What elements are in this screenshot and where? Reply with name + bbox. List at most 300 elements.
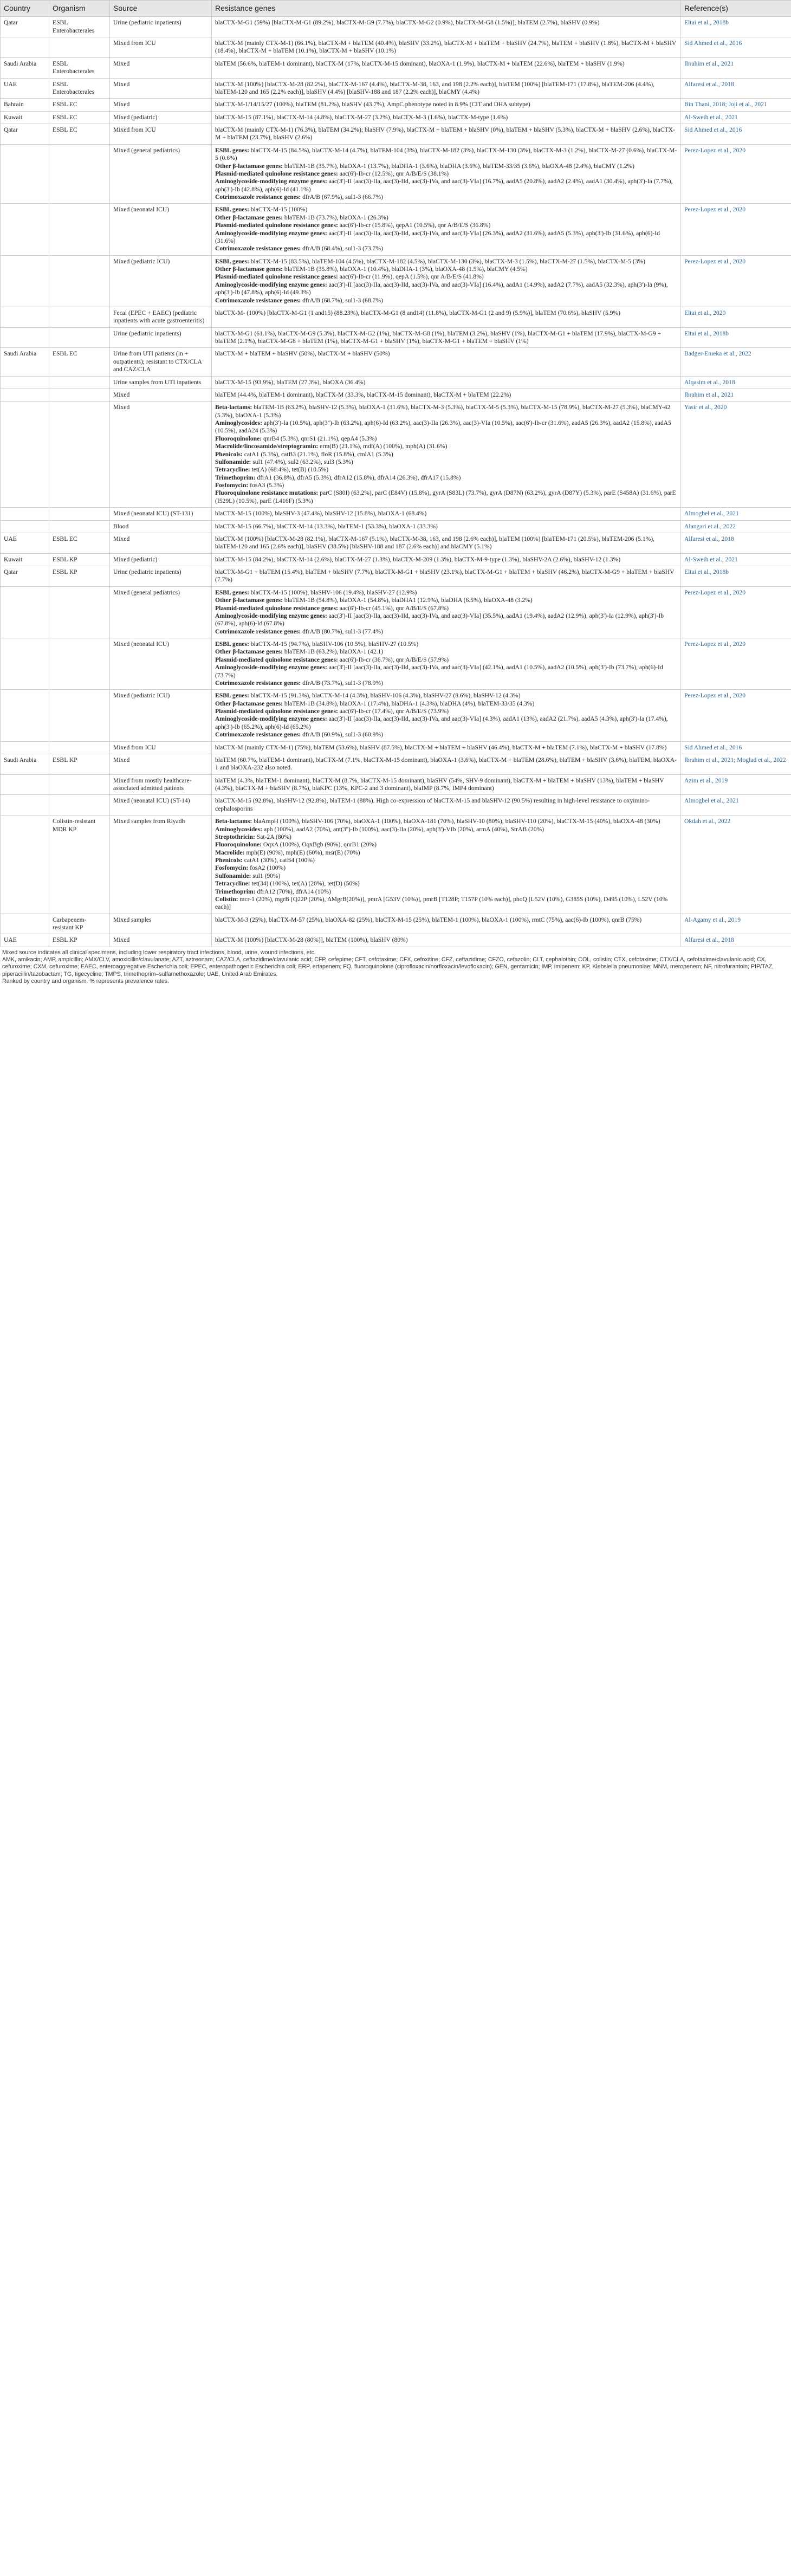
gene-line: Other β-lactamase genes: blaTEM-1B (63.2%), blaOXA-1 (42.1) (215, 648, 384, 656)
gene-line: blaCTX-M-1/14/15/27 (100%), blaTEM (81.2%), blaSHV (43.7%), AmpC phenotype noted in 8.9% (CIT and DHA subtype) (215, 101, 530, 108)
table-row (1, 37, 791, 58)
cell-resistance-genes (212, 37, 681, 58)
cell-country (1, 741, 49, 754)
table-row (1, 774, 791, 795)
gene-category-label: Aminoglycoside-modifying enzyme genes: (215, 281, 327, 288)
cell-resistance-genes (212, 204, 681, 255)
gene-line: Phenicols: catA1 (30%), catB4 (100%) (215, 857, 315, 864)
header-source: Source (110, 1, 212, 17)
cell-organism (49, 520, 110, 533)
gene-line: blaCTX-M (mainly CTX-M-1) (66.1%), blaCTX-M + blaTEM (40.4%), blaSHV (33.2%), blaCTX-M + blaTEM + blaSHV (24.7%), blaTEM + blaSHV (1.8%), blaCTX-M + blaSHV (18.4%), blaCTX-M + blaTEM (10.1%), blaCTX-M + blaSHV (10.1%) (215, 40, 677, 55)
table-row (1, 586, 791, 638)
gene-line: blaCTX-M-15 (92.8%), blaSHV-12 (92.8%), blaTEM-1 (88%). High co-expression of blaCTX-M-15 and blaSHV-12 (90.5%) resulting in high-level resistance to oxyimino-cephalosporins (215, 797, 650, 812)
gene-category-label: Plasmid-mediated quinolone resistance genes: (215, 656, 338, 663)
cell-resistance-genes (212, 754, 681, 774)
gene-category-label: Fluoroquinolone: (215, 435, 262, 442)
table-row (1, 690, 791, 741)
gene-line: Plasmid-mediated quinolone resistance genes: aac(6')-Ib-cr (15.8%), qepA1 (10.5%), qnr A/B/E/S (36.8%) (215, 222, 491, 229)
table-row (1, 508, 791, 520)
cell-country (1, 690, 49, 741)
cell-resistance-genes (212, 111, 681, 124)
cell-organism (49, 204, 110, 255)
gene-line: Tetracycline: tet(34) (100%), tet(A) (20%), tet(D) (50%) (215, 880, 360, 888)
cell-reference[interactable]: Badger-Emeka et al., 2022 (681, 348, 791, 376)
gene-category-label: Aminoglycosides: (215, 825, 262, 833)
table-row (1, 815, 791, 914)
cell-source: Mixed (pediatric ICU) (110, 255, 212, 307)
cell-country: Qatar (1, 124, 49, 145)
cell-resistance-genes (212, 57, 681, 78)
gene-category-label: Cotrimoxazole resistance genes: (215, 296, 301, 304)
cell-reference[interactable]: Al-Sweih et al., 2021 (681, 553, 791, 566)
cell-reference[interactable]: Almogbel et al., 2021 (681, 795, 791, 815)
gene-line: blaCTX-M-15 (66.7%), blaCTX-M-14 (13.3%), blaTEM-1 (53.3%), blaOXA-1 (33.3%) (215, 522, 438, 530)
cell-resistance-genes (212, 914, 681, 934)
gene-category-label: Plasmid-mediated quinolone resistance genes: (215, 170, 338, 177)
cell-resistance-genes (212, 17, 681, 37)
cell-country (1, 638, 49, 690)
gene-category-label: ESBL genes: (215, 146, 249, 154)
cell-source: Mixed samples (110, 914, 212, 934)
gene-category-label: ESBL genes: (215, 588, 249, 596)
cell-organism: ESBL Enterobacterales (49, 78, 110, 99)
gene-category-label: Beta-lactams: (215, 404, 252, 411)
gene-category-label: Tetracycline: (215, 466, 250, 474)
cell-source: Mixed (110, 533, 212, 553)
gene-line: Plasmid-mediated quinolone resistance genes: aac(6')-Ib-cr (45.1%), qnr A/B/E/S (67.8%) (215, 604, 449, 612)
cell-source: Mixed (110, 402, 212, 508)
cell-organism: ESBL KP (49, 754, 110, 774)
cell-organism: ESBL KP (49, 566, 110, 587)
cell-country: Bahrain (1, 99, 49, 111)
table-row (1, 741, 791, 754)
cell-resistance-genes (212, 566, 681, 587)
gene-line: Fosfomycin: fosA2 (100%) (215, 864, 286, 872)
cell-reference[interactable]: Eltai et al., 2018b (681, 566, 791, 587)
cell-organism (49, 508, 110, 520)
cell-reference[interactable]: Perez-Lopez et al., 2020 (681, 586, 791, 638)
gene-line: Cotrimoxazole resistance genes: dfrA/B (80.7%), sul1-3 (77.4%) (215, 627, 383, 635)
table-header-row (1, 1, 791, 17)
gene-category-label: Phenicols: (215, 857, 243, 864)
gene-category-label: Fluoroquinolone resistance mutations: (215, 489, 319, 497)
cell-reference[interactable]: Sid Ahmed et al., 2016 (681, 37, 791, 58)
cell-reference[interactable]: Bin Thani, 2018; Joji et al., 2021 (681, 99, 791, 111)
table-footnotes (0, 947, 791, 985)
cell-source: Mixed (110, 389, 212, 401)
table-row (1, 376, 791, 389)
gene-line: Aminoglycoside-modifying enzyme genes: aac(3')-II [aac(3)-IIa, aac(3)-IId, aac(3)-IVa, and aac(3)-VIa] (16.4%), aadA1 (14.9%), aadA2 (7.7%), aadA5 (32.3%), aph(3')-Ia (9%), aph(3')-Ib (47.8%), aph(6)-Id (49.3%) (215, 281, 668, 296)
cell-organism (49, 402, 110, 508)
table-row (1, 124, 791, 145)
cell-source: Mixed (110, 934, 212, 947)
table-row (1, 638, 791, 690)
gene-line: Beta-lactams: blaTEM-1B (63.2%), blaSHV-12 (5.3%), blaOXA-1 (31.6%), blaCTX-M-3 (5.3%), blaCTX-M-5 (5.3%), blaCTX-M-15 (78.9%), blaCTX-M-27 (5.3%), blaCMY-42 (5.3%), blaOXA-1 (5.3%) (215, 404, 671, 419)
cell-resistance-genes (212, 389, 681, 401)
footnote: AMK, amikacin; AMP, ampicillin; AMX/CLV, amoxicillin/clavulanate; AZT, aztreonam; CAZ/CLA, ceftazidime/clavulanic acid; CFP, cefepime; CFT, cefotaxime; CFX, cefoxitine; CFZ, ceftazidime; CFZO, cefazolin; CLT, cephalothin; COL, colistin; CTX, cefotaxime; CTX/CLA, cefotaxime/clavulanic acid; CX, cefuroxime; CXM, cefuroxime; EAEC, enteroaggregative Escherichia coli; EPEC, enteropathogenic Escherichia coli; ERP, ertapenem; FQ, fluoroquinolone (ciprofloxacin/norfloxacin/levofloxacin); GEN, gentamicin; IMP, imipenem; KP, Klebsiella pneumoniae; MNM, meropenem; NF, nitrofurantoin; PIP/TAZ, piperacillin/tazobactam; TG, tigecycline; TMPS, trimethoprim–sulfamethoxazole; UAE, United Arab Emirates. (2, 956, 774, 978)
gene-line: Trimethoprim: dfrA12 (70%), dfrA14 (10%) (215, 888, 331, 895)
gene-category-label: Fosfomycin: (215, 482, 249, 489)
gene-category-label: Beta-lactams: (215, 818, 252, 825)
gene-category-label: Plasmid-mediated quinolone resistance genes: (215, 222, 338, 229)
gene-line: blaCTX-M- (100%) [blaCTX-M-G1 (1 and15) (88.23%), blaCTX-M-G1 (8 and14) (11.8%), blaCTX-M-G1 (2 and 9) (5.9%)], blaTEM (70.6%), blaSHV (5.9%) (215, 309, 620, 316)
cell-reference[interactable]: Almogbel et al., 2021 (681, 508, 791, 520)
gene-line: blaTEM (4.3%, blaTEM-1 dominant), blaCTX-M (8.7%, blaCTX-M-15 dominant), blaSHV (54%, SHV-9 dominant), blaCTX-M + blaTEM + blaSHV (13%), blaTEM + blaSHV (4.3%), blaCTX-M + blaSHV (8.7%), blaKPC (13%, KPC-2 and 3 dominant), blaIMP (8.7%, IMP4 dominant) (215, 776, 664, 792)
cell-country: Kuwait (1, 111, 49, 124)
gene-line: Other β-lactamase genes: blaTEM-1B (35.8%), blaOXA-1 (10.4%), blaDHA-1 (3%), blaOXA-48 (1.5%), blaCMY (4.5%) (215, 266, 528, 273)
cell-organism (49, 795, 110, 815)
gene-line: Aminoglycoside-modifying enzyme genes: aac(3')-II [aac(3)-IIa, aac(3)-IId, aac(3)-IVa, and aac(3)-VIa] (4.3%), aadA1 (13%), aadA2 (21.7%), aadA5 (4.3%), aph(3')-Ia (17.4%), aph(3')-Ib (65.2%), aph(6)-Id (65.2%) (215, 715, 668, 730)
cell-organism: ESBL Enterobacterales (49, 57, 110, 78)
gene-category-label: Sulfonamide: (215, 872, 251, 879)
gene-line: blaTEM (44.4%, blaTEM-1 dominant), blaCTX-M (33.3%, blaCTX-M-15 dominant), blaCTX-M + blaTEM (22.2%) (215, 391, 511, 398)
gene-line: blaCTX-M-G1 (59%) [blaCTX-M-G1 (89.2%), blaCTX-M-G9 (7.7%), blaCTX-M-G2 (0.9%), blaCTX-M-G8 (1.5%)], blaTEM (2.7%), blaSHV (0.9%) (215, 19, 600, 27)
gene-line: Plasmid-mediated quinolone resistance genes: aac(6')-Ib-cr (36.7%), qnr A/B/E/S (57.9%) (215, 656, 449, 663)
cell-reference[interactable]: Okdah et al., 2022 (681, 815, 791, 914)
cell-country (1, 144, 49, 204)
gene-line: ESBL genes: blaCTX-M-15 (100%), blaSHV-106 (19.4%), blaSHV-27 (12.9%) (215, 588, 417, 596)
gene-line: Plasmid-mediated quinolone resistance genes: aac(6')-Ib-cr (12.5%), qnr A/B/E/S (38.1%) (215, 170, 449, 177)
cell-country: UAE (1, 78, 49, 99)
gene-line: ESBL genes: blaCTX-M-15 (83.5%), blaTEM-104 (4.5%), blaCTX-M-182 (4.5%), blaCTX-M-130 (3%), blaCTX-M-3 (1.5%), blaCTX-M-27 (1.5%), blaCTX-M-5 (3%) (215, 257, 646, 265)
gene-line: Other β-lactamase genes: blaTEM-1B (54.8%), blaOXA-1 (54.8%), blaDHA1 (12.9%), blaDHA (6.5%), blaOXA-48 (3.2%) (215, 597, 533, 604)
gene-line: blaCTX-M (mainly CTX-M-1) (76.3%), blaTEM (34.2%); blaSHV (7.9%), blaCTX-M + blaTEM + blaSHV (0%), blaTEM + blaSHV (5.3%), blaCTX-M + blaSHV (2.6%), blaCTX-M + blaTEM (23.7%), blaSHV (2.6%) (215, 126, 675, 141)
cell-country (1, 389, 49, 401)
table-row (1, 520, 791, 533)
gene-line: Beta-lactams: blaAmpH (100%), blaSHV-106 (70%), blaOXA-1 (100%), blaOXA-181 (70%), blaSHV-10 (80%), blaSHV-110 (20%), blaCTX-M-15 (40%), blaOXA-48 (30%) (215, 818, 660, 825)
gene-category-label: Cotrimoxazole resistance genes: (215, 193, 301, 201)
footnote: Ranked by country and organism. % represents prevalence rates. (2, 978, 169, 985)
gene-category-label: Cotrimoxazole resistance genes: (215, 627, 301, 635)
cell-source: Mixed samples from Riyadh (110, 815, 212, 914)
cell-reference[interactable]: Alangari et al., 2022 (681, 520, 791, 533)
cell-resistance-genes (212, 815, 681, 914)
cell-source: Fecal (EPEC + EAEC) (pediatric inpatients with acute gastroenteritis) (110, 307, 212, 327)
cell-source: Mixed from mostly healthcare-associated admitted patients (110, 774, 212, 795)
cell-source: Blood (110, 520, 212, 533)
gene-line: Aminoglycosides: aph (100%), aadA2 (70%), ant(3'')-Ib (100%), aac(3)-IIa (20%), aph(3')-VIb (20%), armA (40%), StrAB (20%) (215, 825, 544, 833)
cell-reference[interactable]: Sid Ahmed et al., 2016 (681, 124, 791, 145)
table-row (1, 99, 791, 111)
cell-country: UAE (1, 533, 49, 553)
cell-organism (49, 586, 110, 638)
cell-resistance-genes (212, 327, 681, 348)
cell-reference[interactable]: Al-Agamy et al., 2019 (681, 914, 791, 934)
cell-resistance-genes (212, 520, 681, 533)
cell-resistance-genes (212, 533, 681, 553)
cell-source: Mixed (general pediatrics) (110, 144, 212, 204)
gene-line: ESBL genes: blaCTX-M-15 (100%) (215, 206, 308, 213)
gene-line: blaCTX-M (100%) [blaCTX-M-28 (80%)], blaTEM (100%), blaSHV (80%) (215, 936, 408, 944)
cell-reference[interactable]: Eltai et al., 2020 (681, 307, 791, 327)
gene-line: ESBL genes: blaCTX-M-15 (84.5%), blaCTX-M-14 (4.7%), blaTEM-104 (3%), blaCTX-M-182 (3%), blaCTX-M-130 (3%), blaCTX-M-3 (1.2%), blaCTX-M-27 (0.6%), blaCTX-M-5 (0.6%) (215, 146, 677, 162)
cell-source: Mixed (pediatric ICU) (110, 690, 212, 741)
cell-reference[interactable]: Perez-Lopez et al., 2020 (681, 144, 791, 204)
cell-organism (49, 741, 110, 754)
gene-line: blaCTX-M + blaTEM + blaSHV (50%), blaCTX-M + blaSHV (50%) (215, 350, 390, 358)
cell-resistance-genes (212, 255, 681, 307)
gene-line: Phenicols: catA1 (5.3%), catB3 (21.1%), floR (15.8%), cmlA1 (5.3%) (215, 450, 393, 458)
cell-resistance-genes (212, 553, 681, 566)
gene-line: blaCTX-M (100%) [blaCTX-M-28 (82.2%), blaCTX-M-167 (4.4%), blaCTX-M-38, 163, and 198 (2.2% each)], blaTEM (100%) [blaTEM-171 (17.8%), blaTEM-206 (4.4%), blaTEM-120 and 165 (2.2% each)], blaSHV (4.4%) [blaSHV-188 and 187 (2.2% each)], blaCMY (4.4%) (215, 80, 655, 95)
cell-country (1, 402, 49, 508)
cell-country (1, 508, 49, 520)
cell-country: Qatar (1, 566, 49, 587)
cell-organism (49, 37, 110, 58)
cell-resistance-genes (212, 144, 681, 204)
gene-category-label: Colistin: (215, 895, 238, 903)
cell-resistance-genes (212, 741, 681, 754)
cell-country (1, 204, 49, 255)
gene-line: Other β-lactamase genes: blaTEM-1B (35.7%), blaOXA-1 (13.7%), blaDHA-1 (3.6%), blaDHA (3.6%), blaTEM-33/35 (3.6%), blaOXA-48 (2.4%), blaCMY (1.2%) (215, 162, 635, 170)
cell-organism (49, 144, 110, 204)
table-row (1, 204, 791, 255)
cell-organism: Colistin-resistant MDR KP (49, 815, 110, 914)
gene-category-label: Other β-lactamase genes: (215, 700, 283, 707)
gene-line: ESBL genes: blaCTX-M-15 (94.7%), blaSHV-106 (10.5%), blaSHV-27 (10.5%) (215, 640, 419, 648)
table-row (1, 795, 791, 815)
gene-category-label: Trimethoprim: (215, 888, 256, 895)
cell-reference[interactable]: Perez-Lopez et al., 2020 (681, 638, 791, 690)
cell-organism: ESBL EC (49, 111, 110, 124)
cell-source: Urine samples from UTI inpatients (110, 376, 212, 389)
gene-line: Aminoglycosides: aph(3')-Ia (10.5%), aph(3'')-Ib (63.2%), aph(6)-Id (63.2%), aac(3)-IIa (26.3%), aac(3)-VIa (10.5%), aac(6')-Ib-cr (31.6%), aadA5 (26.3%), aadA2 (15.8%), aadA5 (10.5%), aadA24 (5.3%) (215, 419, 671, 435)
gene-line: blaCTX-M (mainly CTX-M-1) (75%), blaTEM (53.6%), blaSHV (87.5%), blaCTX-M + blaTEM + blaSHV (46.4%), blaCTX-M + blaTEM (7.1%), blaCTX-M + blaSHV (17.8%) (215, 743, 667, 751)
cell-country (1, 255, 49, 307)
gene-category-label: Trimethoprim: (215, 474, 256, 481)
table-row (1, 327, 791, 348)
cell-resistance-genes (212, 307, 681, 327)
cell-reference[interactable]: Alfaresi et al., 2018 (681, 934, 791, 947)
cell-organism: ESBL EC (49, 99, 110, 111)
cell-resistance-genes (212, 99, 681, 111)
gene-line: blaCTX-M-15 (84.2%), blaCTX-M-14 (2.6%), blaCTX-M-27 (1.3%), blaCTX-M-209 (1.3%), blaCTX-M-9-type (1.3%), blaSHV-2A (2.6%), blaSHV-12 (1.3%) (215, 555, 621, 563)
table-row (1, 255, 791, 307)
cell-source: Mixed (pediatric) (110, 111, 212, 124)
cell-resistance-genes (212, 376, 681, 389)
gene-line: Colistin: mcr-1 (20%), mgrB [Q22P (20%), ΔMgrB(20%)], pmrA [G53V (10%)], pmrB [T128P; T157P (10% each)], phoQ [L52V (10%), G385S (10%), D495 (10%), L52V (10% each)] (215, 895, 668, 911)
gene-category-label: Aminoglycoside-modifying enzyme genes: (215, 178, 327, 185)
cell-organism: ESBL EC (49, 124, 110, 145)
gene-line: Streptothricin: Sat-2A (80%) (215, 833, 291, 840)
cell-reference[interactable]: Alfaresi et al., 2018 (681, 533, 791, 553)
table-row (1, 914, 791, 934)
gene-line: blaCTX-M-3 (25%), blaCTX-M-57 (25%), blaOXA-82 (25%), blaCTX-M-15 (25%), blaTEM-1 (100%), blaOXA-1 (100%), rmtC (75%), aac(6)-Ib (100%), qnrB (75%) (215, 916, 642, 923)
cell-reference[interactable]: Alqasim et al., 2018 (681, 376, 791, 389)
cell-source: Mixed from ICU (110, 741, 212, 754)
cell-organism (49, 255, 110, 307)
gene-line: blaTEM (56.6%, blaTEM-1 dominant), blaCTX-M (17%, blaCTX-M-15 dominant), blaOXA-1 (1.9%), blaCTX-M + blaTEM (22.6%), blaTEM + blaSHV (1.9%) (215, 60, 625, 67)
cell-resistance-genes (212, 124, 681, 145)
cell-country (1, 914, 49, 934)
cell-source: Mixed (pediatric) (110, 553, 212, 566)
gene-line: Fosfomycin: fosA3 (5.3%) (215, 482, 284, 489)
cell-source: Mixed (110, 78, 212, 99)
gene-category-label: Streptothricin: (215, 833, 255, 840)
cell-reference[interactable]: Ibrahim et al., 2021; Moglad et al., 2022 (681, 754, 791, 774)
cell-reference[interactable]: Ibrahim et al., 2021 (681, 57, 791, 78)
cell-organism: ESBL KP (49, 934, 110, 947)
cell-source: Mixed (110, 99, 212, 111)
gene-line: Tetracycline: tet(A) (68.4%), tet(B) (10.5%) (215, 466, 329, 474)
cell-source: Mixed (neonatal ICU) (ST-131) (110, 508, 212, 520)
cell-reference[interactable]: Alfaresi et al., 2018 (681, 78, 791, 99)
table-row (1, 402, 791, 508)
gene-line: Plasmid-mediated quinolone resistance genes: aac(6')-Ib-cr (11.9%), qepA (1.5%), qnr A/B/E/S (41.8%) (215, 273, 484, 281)
gene-line: Other β-lactamase genes: blaTEM-1B (34.8%), blaOXA-1 (17.4%), blaDHA-1 (4.3%), blaDHA (4%), blaTEM-33/35 (4.3%) (215, 700, 535, 707)
gene-line: Sulfonamide: sul1 (90%) (215, 872, 281, 879)
gene-category-label: ESBL genes: (215, 206, 249, 213)
cell-organism (49, 389, 110, 401)
cell-country: Saudi Arabia (1, 754, 49, 774)
cell-country (1, 774, 49, 795)
gene-category-label: ESBL genes: (215, 692, 249, 700)
cell-source: Mixed (general pediatrics) (110, 586, 212, 638)
cell-country: Kuwait (1, 553, 49, 566)
cell-resistance-genes (212, 795, 681, 815)
cell-country (1, 376, 49, 389)
gene-line: blaCTX-M-15 (93.9%), blaTEM (27.3%), blaOXA (36.4%) (215, 378, 366, 386)
cell-source: Urine (pediatric inpatients) (110, 327, 212, 348)
gene-category-label: Plasmid-mediated quinolone resistance genes: (215, 273, 338, 281)
gene-line: blaTEM (60.7%, blaTEM-1 dominant), blaCTX-M (7.1%, blaCTX-M-15 dominant), blaOXA-1 (3.6%), blaCTX-M + blaTEM (28.6%), blaTEM + blaSHV (3.6%), blaTEM, blaOXA-1 and blaOXA-232 also noted. (215, 756, 677, 772)
cell-source: Mixed from ICU (110, 37, 212, 58)
cell-reference[interactable]: Perez-Lopez et al., 2020 (681, 690, 791, 741)
cell-resistance-genes (212, 78, 681, 99)
cell-source: Mixed from ICU (110, 124, 212, 145)
cell-resistance-genes (212, 402, 681, 508)
cell-source: Mixed (neonatal ICU) (110, 204, 212, 255)
gene-category-label: Aminoglycoside-modifying enzyme genes: (215, 612, 327, 619)
gene-category-label: Other β-lactamase genes: (215, 597, 283, 604)
gene-line: Cotrimoxazole resistance genes: dfrA/B (68.4%), sul1-3 (73.7%) (215, 245, 383, 253)
gene-line: Sulfonamide: sul1 (47.4%), sul2 (63.2%), sul3 (5.3%) (215, 458, 353, 465)
cell-country: UAE (1, 934, 49, 947)
cell-reference[interactable]: Eltai et al., 2018b (681, 327, 791, 348)
gene-category-label: ESBL genes: (215, 257, 249, 265)
table-row (1, 144, 791, 204)
cell-organism (49, 327, 110, 348)
gene-line: blaCTX-M-15 (87.1%), blaCTX-M-14 (4.8%), blaCTX-M-27 (3.2%), blaCTX-M-3 (1.6%), blaCTX-M-type (1.6%) (215, 113, 508, 121)
cell-organism: ESBL EC (49, 348, 110, 376)
gene-category-label: Sulfonamide: (215, 458, 251, 465)
table-row (1, 389, 791, 401)
gene-line: Aminoglycoside-modifying enzyme genes: aac(3')-II [aac(3)-IIa, aac(3)-IId, aac(3)-IVa, and aac(3)-VIa] (16.7%), aadA5 (20.8%), aadA2 (2.4%), aadA1 (30.4%), aph(3')-Ia (7.7%), aph(3')-Ib (42.8%), aph(6)-Id (41.1%) (215, 178, 673, 193)
gene-category-label: Phenicols: (215, 450, 243, 458)
cell-country: Saudi Arabia (1, 348, 49, 376)
gene-line: Macrolide: mph(E) (90%), mph(E) (60%), msr(E) (70%) (215, 849, 360, 856)
cell-reference[interactable]: Yasir et al., 2020 (681, 402, 791, 508)
gene-category-label: Plasmid-mediated quinolone resistance genes: (215, 708, 338, 715)
cell-organism: Carbapenem-resistant KP (49, 914, 110, 934)
table-row (1, 934, 791, 947)
cell-reference[interactable]: Perez-Lopez et al., 2020 (681, 204, 791, 255)
cell-source: Urine (pediatric inpatients) (110, 17, 212, 37)
header-resistance-genes: Resistance genes (212, 1, 681, 17)
gene-line: Aminoglycoside-modifying enzyme genes: aac(3')-II [aac(3)-IIa, aac(3)-IId, aac(3)-IVa, and aac(3)-VIa] (42.1%), aadA1 (10.5%), aadA2 (10.5%), aph(3')-Ib (73.7%), aph(6)-Id (73.7%) (215, 664, 663, 679)
header-references: Reference(s) (681, 1, 791, 17)
gene-line: Cotrimoxazole resistance genes: dfrA/B (73.7%), sul1-3 (78.9%) (215, 679, 383, 687)
gene-category-label: Macrolide/lincosamide/streptogramin: (215, 443, 319, 450)
cell-resistance-genes (212, 638, 681, 690)
cell-organism (49, 638, 110, 690)
gene-line: Cotrimoxazole resistance genes: dfrA/B (67.9%), sul1-3 (66.7%) (215, 193, 383, 201)
gene-category-label: Fluoroquinolone: (215, 841, 262, 849)
gene-line: Cotrimoxazole resistance genes: dfrA/B (60.9%), sul1-3 (60.9%) (215, 731, 383, 739)
table-row (1, 553, 791, 566)
gene-line: blaCTX-M-15 (100%), blaSHV-3 (47.4%), blaSHV-12 (15.8%), blaOXA-1 (68.4%) (215, 510, 427, 517)
gene-line: Fluoroquinolone: qnrB4 (5.3%), qnrS1 (21.1%), qepA4 (5.3%) (215, 435, 377, 442)
cell-resistance-genes (212, 774, 681, 795)
cell-country: Qatar (1, 17, 49, 37)
cell-source: Mixed (neonatal ICU) (110, 638, 212, 690)
gene-line: blaCTX-M-G1 (61.1%), blaCTX-M-G9 (5.3%), blaCTX-M-G2 (1%), blaCTX-M-G8 (1%), blaTEM (3.2%), blaSHV (1%), blaCTX-M-G1 + blaTEM (17.9%), blaCTX-M-G9 + blaTEM (2.1%), blaCTX-M-G8 + blaTEM (1%), blaCTX-M-G1 + blaSHV (1%), blaCTX-M-G1 + blaTEM + blaSHV (1%) (215, 329, 661, 345)
cell-reference[interactable]: Eltai et al., 2018b (681, 17, 791, 37)
gene-category-label: Other β-lactamase genes: (215, 213, 283, 221)
gene-line: Plasmid-mediated quinolone resistance genes: aac(6')-Ib-cr (17.4%), qnr A/B/E/S (73.9%) (215, 708, 449, 715)
gene-category-label: Aminoglycoside-modifying enzyme genes: (215, 229, 327, 237)
gene-line: blaCTX-M-G1 + blaTEM (15.4%), blaTEM + blaSHV (7.7%), blaCTX-M-G1 + blaSHV (23.1%), blaCTX-M-G1 + blaTEM + blaSHV (46.2%), blaCTX-M-G9 + blaTEM + blaSHV (7.7%) (215, 568, 675, 584)
gene-line: Fluoroquinolone: OqxA (100%), OqxBgb (90%), qnrB1 (20%) (215, 841, 377, 849)
table-row (1, 754, 791, 774)
gene-line: Trimethoprim: dfrA1 (36.8%), dfrA5 (5.3%), dfrA12 (15.8%), dfrA14 (26.3%), dfrA17 (15.8%) (215, 474, 461, 481)
cell-country: Saudi Arabia (1, 57, 49, 78)
cell-organism (49, 690, 110, 741)
cell-source: Urine from UTI patients (in + outpatients); resistant to CTX/CLA and CAZ/CLA (110, 348, 212, 376)
cell-reference[interactable]: Perez-Lopez et al., 2020 (681, 255, 791, 307)
gene-line: Aminoglycoside-modifying enzyme genes: aac(3')-II [aac(3)-IIa, aac(3)-IId, aac(3)-IVa, and aac(3)-VIa] (26.3%), aadA2 (31.6%), aadA5 (5.3%), aph(3')-Ib (31.6%), aph(6)-Id (31.6%) (215, 229, 660, 244)
cell-country (1, 520, 49, 533)
table-row (1, 348, 791, 376)
header-country: Country (1, 1, 49, 17)
gene-category-label: ESBL genes: (215, 640, 249, 648)
gene-category-label: Other β-lactamase genes: (215, 648, 283, 656)
table-row (1, 78, 791, 99)
cell-country (1, 37, 49, 58)
cell-source: Mixed (neonatal ICU) (ST-14) (110, 795, 212, 815)
cell-reference[interactable]: Ibrahim et al., 2021 (681, 389, 791, 401)
gene-category-label: Other β-lactamase genes: (215, 162, 283, 170)
cell-source: Mixed (110, 754, 212, 774)
cell-resistance-genes (212, 934, 681, 947)
gene-line: blaCTX-M (100%) [blaCTX-M-28 (82.1%), blaCTX-M-167 (5.1%), blaCTX-M-38, 163, and 198 (2.6% each)], blaTEM (100%) [blaTEM-171 (20.5%), blaTEM-206 (5.1%), blaTEM-120 and 165 (2.6% each)], blaSHV (38.5%) [blaSHV-188 and 187 (2.6% each)] and blaCMY (5.1%) (215, 535, 655, 551)
cell-reference[interactable]: Al-Sweih et al., 2021 (681, 111, 791, 124)
footnote: Mixed source indicates all clinical specimens, including lower respiratory tract infections, blood, urine, wound infections, etc. (2, 949, 316, 956)
cell-organism (49, 376, 110, 389)
gene-category-label: Fosfomycin: (215, 864, 249, 872)
gene-line: Cotrimoxazole resistance genes: dfrA/B (68.7%), sul1-3 (68.7%) (215, 296, 383, 304)
table-row (1, 111, 791, 124)
gene-category-label: Aminoglycosides: (215, 419, 262, 427)
gene-line: ESBL genes: blaCTX-M-15 (91.3%), blaCTX-M-14 (4.3%), blaSHV-106 (4.3%), blaSHV-27 (8.6%), blaSHV-12 (4.3%) (215, 692, 521, 700)
cell-resistance-genes (212, 690, 681, 741)
gene-line: Fluoroquinolone resistance mutations: parC (S80I) (63.2%), parC (E84V) (15.8%), gyrA (S83L) (73.7%), gyrA (D87N) (63.2%), gyrA (D87Y) (5.3%), parE (S458A) (31.6%), parE (I529L) (10.5%), parE (L416F) (5.3%) (215, 489, 676, 504)
gene-line: Other β-lactamase genes: blaTEM-1B (73.7%), blaOXA-1 (26.3%) (215, 213, 388, 221)
page (0, 0, 791, 985)
cell-organism: ESBL KP (49, 553, 110, 566)
gene-category-label: Cotrimoxazole resistance genes: (215, 731, 301, 739)
table-row (1, 57, 791, 78)
cell-resistance-genes (212, 586, 681, 638)
cell-organism: ESBL Enterobacterales (49, 17, 110, 37)
cell-organism (49, 307, 110, 327)
cell-reference[interactable]: Sid Ahmed et al., 2016 (681, 741, 791, 754)
cell-organism: ESBL EC (49, 533, 110, 553)
cell-reference[interactable]: Azim et al., 2019 (681, 774, 791, 795)
table-row (1, 566, 791, 587)
gene-category-label: Cotrimoxazole resistance genes: (215, 679, 301, 687)
cell-country (1, 307, 49, 327)
